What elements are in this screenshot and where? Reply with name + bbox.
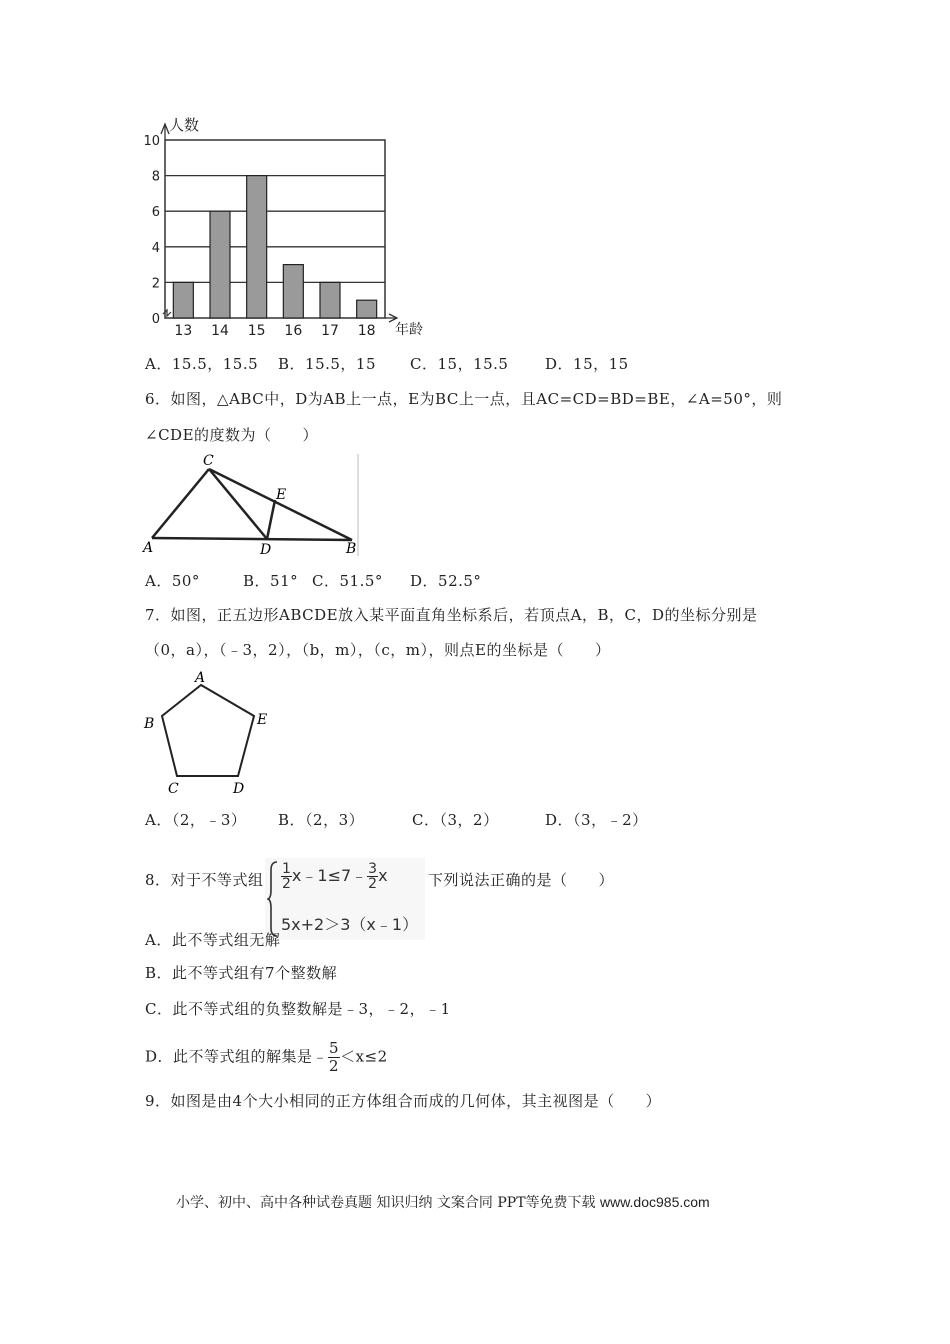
pentagon-figure <box>140 668 280 798</box>
q6-option-a: A．50° <box>145 572 200 590</box>
bar-15 <box>247 176 267 318</box>
q7-option-a: A．（2，﹣3） <box>145 811 247 829</box>
x-tick-label: 17 <box>321 323 339 339</box>
q7-option-c: C．（3，2） <box>412 811 499 829</box>
x-tick-label: 18 <box>357 323 376 339</box>
plot-frame <box>165 140 385 318</box>
fraction-five-halves: $\frac{5}{2}$ <box>329 1039 340 1075</box>
triangle-figure <box>140 452 362 560</box>
footer-link[interactable]: www.doc985.com <box>599 1194 710 1210</box>
left-brace-icon <box>267 860 279 938</box>
q8-option-a: A．此不等式组无解 <box>145 931 281 949</box>
label-b: B <box>346 541 357 557</box>
bar-17 <box>320 282 340 318</box>
q6-option-c: C．51.5° <box>312 572 383 590</box>
q7-text-line1: 7．如图，正五边形ABCDE放入某平面直角坐标系后，若顶点A，B，C，D的坐标分别是 <box>145 606 758 624</box>
fraction-three-halves: $\frac{3}{2}$ <box>368 861 378 892</box>
x-tick-label: 16 <box>284 323 303 339</box>
y-axis-label: 人数 <box>169 116 200 134</box>
label-e: E <box>257 712 268 728</box>
q5-option-a: A．15.5，15.5 <box>145 355 259 373</box>
label-c: C <box>168 781 179 797</box>
q8-text-suffix: 下列说法正确的是（ ） <box>428 871 615 889</box>
q6-option-d: D．52.5° <box>410 572 482 590</box>
label-a: A <box>195 670 206 686</box>
q8-option-d-prefix: D．此不等式组的解集是﹣ <box>145 1047 329 1066</box>
bar-13 <box>173 282 193 318</box>
q8-option-d-suffix: ＜x≤2 <box>340 1047 388 1066</box>
label-d: D <box>260 542 272 558</box>
q8-option-d <box>145 1040 388 1075</box>
bar-16 <box>283 265 303 318</box>
x-axis-label: 年龄 <box>395 322 423 338</box>
q9-text: 9．如图是由4个大小相同的正方体组合而成的几何体，其主视图是（ ） <box>145 1092 662 1110</box>
q6-text-line1: 6．如图，△ABC中，D为AB上一点，E为BC上一点，且AC=CD=BD=BE，∠A=50°，则 <box>145 390 783 408</box>
q6-text-line2: ∠CDE的度数为（ ） <box>145 426 319 444</box>
axis-break-icon <box>163 310 171 316</box>
q8-text-prefix: 8．对于不等式组 <box>145 871 264 889</box>
label-d: D <box>233 781 245 797</box>
inequality-1-end: x <box>378 866 388 885</box>
bar-14 <box>210 211 230 318</box>
y-tick-label: 6 <box>151 205 160 221</box>
label-e: E <box>276 487 287 503</box>
y-tick-label: 10 <box>143 134 160 149</box>
q5-option-d: D．15，15 <box>545 355 629 373</box>
y-tick-label: 0 <box>151 312 160 327</box>
label-c: C <box>203 453 214 469</box>
label-a: A <box>143 540 154 556</box>
q5-option-b: B．15.5，15 <box>278 355 377 373</box>
inequality-1-middle: x﹣1≤7﹣ <box>291 866 368 885</box>
x-tick-label: 14 <box>211 323 229 339</box>
y-tick-label: 2 <box>151 276 160 292</box>
q7-text-line2: （0，a），（﹣3，2），（b，m），（c，m），则点E的坐标是（ ） <box>145 641 611 659</box>
q6-option-b: B．51° <box>243 572 299 590</box>
q7-option-d: D．（3，﹣2） <box>545 811 648 829</box>
page-footer <box>176 1192 710 1212</box>
y-tick-label: 4 <box>151 240 160 256</box>
footer-text: 小学、初中、高中各种试卷真题 知识归纳 文案合同 PPT等免费下载 <box>176 1195 596 1211</box>
q5-option-c: C．15，15.5 <box>410 355 509 373</box>
age-bar-chart <box>140 112 440 342</box>
inequality-system <box>265 858 425 940</box>
q8-option-c: C．此不等式组的负整数解是﹣3，﹣2，﹣1 <box>145 1000 451 1018</box>
y-tick-label: 8 <box>151 169 160 185</box>
inequality-2: 5x+2＞3（x﹣1） <box>281 915 419 934</box>
q8-option-b: B．此不等式组有7个整数解 <box>145 964 338 982</box>
q7-option-b: B．（2，3） <box>278 811 365 829</box>
x-tick-label: 13 <box>174 323 193 339</box>
inequality-1 <box>281 862 388 891</box>
label-b: B <box>144 716 155 732</box>
bar-18 <box>357 300 377 318</box>
fraction-one-half: $\frac{1}{2}$ <box>282 861 291 892</box>
x-tick-label: 15 <box>247 323 266 339</box>
